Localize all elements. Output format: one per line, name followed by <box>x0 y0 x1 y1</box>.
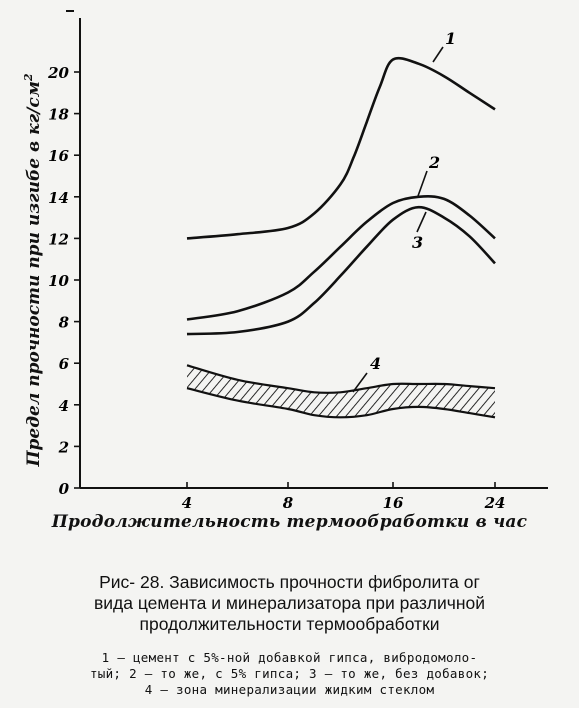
y-tick-label: 4 <box>58 396 69 415</box>
legend-line: 4 — зона минерализации жидким стеклом <box>144 682 435 697</box>
x-axis-title: Продолжительность термообработки в час <box>51 512 528 532</box>
series-3-line <box>187 207 495 334</box>
caption-line: вида цемента и минерализатора при различной <box>93 593 486 613</box>
y-axis-title-text: Предел прочности при изгибе в кг/см <box>23 81 44 467</box>
y-tick-label: 10 <box>48 272 69 290</box>
series-3-leader <box>417 212 426 232</box>
series-1-leader <box>433 47 443 62</box>
legend-line: тый; 2 — то же, с 5% гипса; 3 — то же, без добавок; <box>89 666 490 681</box>
y-tick-label: 8 <box>58 313 69 332</box>
y-tick-label: 2 <box>58 438 69 457</box>
y-tick-label: 6 <box>58 355 69 374</box>
y-tick-label: 16 <box>48 147 69 166</box>
y-tick-label: 0 <box>58 480 69 498</box>
series-1-line <box>187 58 495 238</box>
x-tick-label: 16 <box>382 494 404 512</box>
y-tick-label: 12 <box>48 230 69 249</box>
series-2-leader <box>418 171 427 196</box>
y-tick-label: 18 <box>48 105 69 124</box>
y-axis-title <box>22 73 44 466</box>
y-tick-label: 20 <box>48 64 69 82</box>
series-2-label: 2 <box>429 153 441 172</box>
y-tick-label: 14 <box>48 188 69 207</box>
figure-caption <box>10 572 569 635</box>
x-tick-label: 8 <box>282 494 294 512</box>
y-axis-title-superscript: 2 <box>22 73 36 82</box>
x-tick-label: 24 <box>484 494 506 512</box>
caption-line: продолжительности термообработки <box>139 614 440 634</box>
x-tick-label: 4 <box>181 494 193 512</box>
caption-line: Рис- 28. Зависимость прочности фибролита ог <box>99 572 480 592</box>
series-1-label: 1 <box>445 29 457 48</box>
legend-line: 1 — цемент с 5%-ной добавкой гипса, вибродомоло- <box>101 650 478 665</box>
series-2-line <box>187 196 495 319</box>
series-3-label: 3 <box>412 233 424 252</box>
series-4-label: 4 <box>370 354 382 373</box>
legend-notes <box>16 650 563 698</box>
